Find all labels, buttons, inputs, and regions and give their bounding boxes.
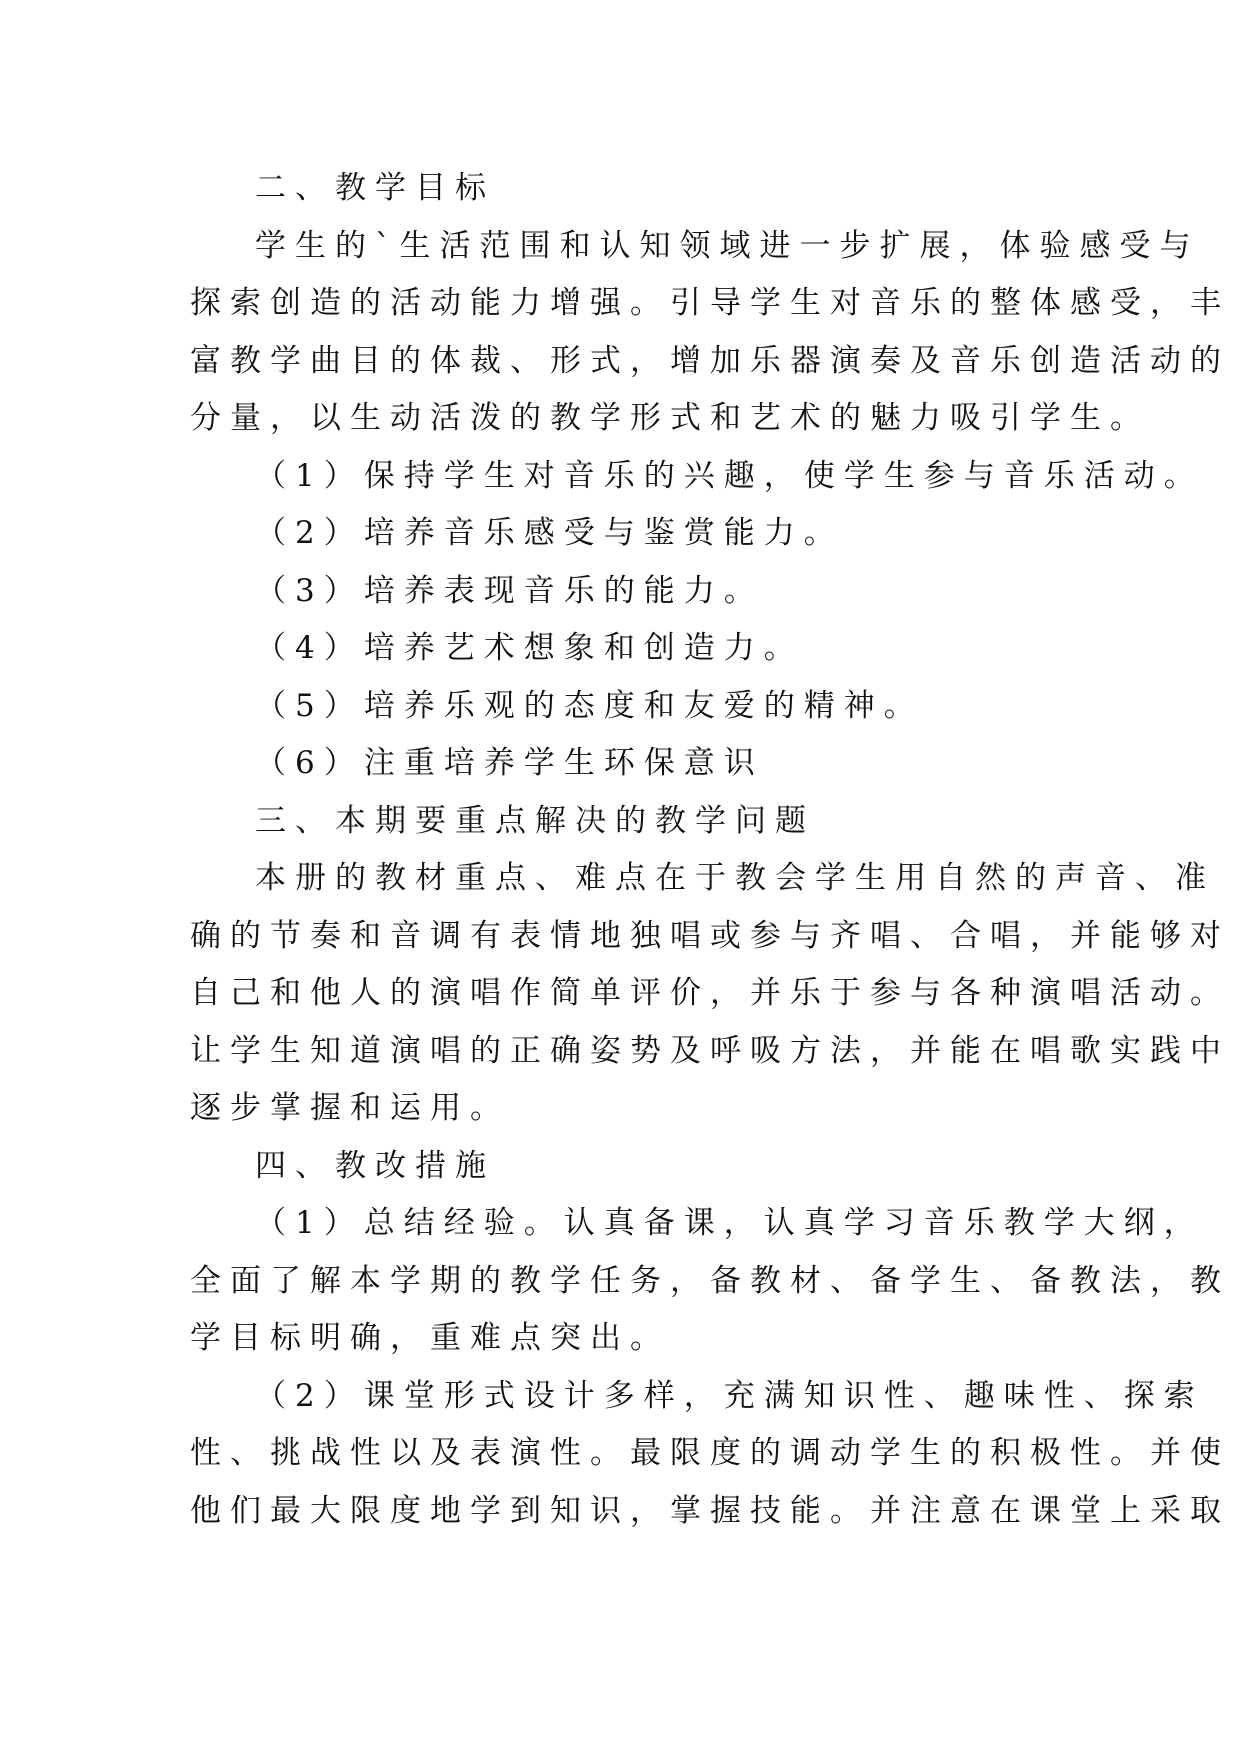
paragraph-line: 性、挑战性以及表演性。最限度的调动学生的积极性。并使 xyxy=(190,1435,1230,1471)
paragraph-line: 全面了解本学期的教学任务，备教材、备学生、备教法，教 xyxy=(190,1262,1230,1299)
list-item-goal-3: （3）培养表现音乐的能力。 xyxy=(255,572,764,609)
paragraph-line: 让学生知道演唱的正确姿势及呼吸方法，并能在唱歌实践中 xyxy=(190,1032,1230,1069)
paragraph-line: 逐步掌握和运用。 xyxy=(190,1090,510,1126)
list-item-measure-2: （2）课堂形式设计多样，充满知识性、趣味性、探索 xyxy=(255,1377,1204,1414)
paragraph-line: 他们最大限度地学到知识，掌握技能。并注意在课堂上采取 xyxy=(190,1492,1230,1529)
paragraph-line: 富教学曲目的体裁、形式，增加乐器演奏及音乐创造活动的 xyxy=(190,342,1230,379)
list-item-goal-1: （1）保持学生对音乐的兴趣，使学生参与音乐活动。 xyxy=(255,457,1204,494)
paragraph-line: 分量，以生动活泼的教学形式和艺术的魅力吸引学生。 xyxy=(190,400,1150,436)
paragraph-line: 自己和他人的演唱作简单评价，并乐于参与各种演唱活动。 xyxy=(190,975,1230,1011)
list-item-goal-5: （5）培养乐观的态度和友爱的精神。 xyxy=(255,687,924,724)
paragraph-line: 学生的`生活范围和认知领域进一步扩展，体验感受与 xyxy=(255,227,1200,264)
list-item-goal-4: （4）培养艺术想象和创造力。 xyxy=(255,630,804,666)
section-heading-key-problems: 三、本期要重点解决的教学问题 xyxy=(255,802,815,839)
list-item-measure-1: （1）总结经验。认真备课，认真学习音乐教学大纲， xyxy=(255,1205,1204,1241)
paragraph-line: 确的节奏和音调有表情地独唱或参与齐唱、合唱，并能够对 xyxy=(190,917,1230,954)
list-item-goal-6: （6）注重培养学生环保意识 xyxy=(255,745,764,781)
paragraph-line: 探索创造的活动能力增强。引导学生对音乐的整体感受，丰 xyxy=(190,285,1230,321)
section-heading-teaching-goals: 二、教学目标 xyxy=(255,170,495,206)
list-item-goal-2: （2）培养音乐感受与鉴赏能力。 xyxy=(255,515,844,551)
paragraph-line: 学目标明确，重难点突出。 xyxy=(190,1320,670,1356)
paragraph-line: 本册的教材重点、难点在于教会学生用自然的声音、准 xyxy=(255,860,1215,896)
section-heading-reform-measures: 四、教改措施 xyxy=(255,1147,495,1184)
document-body xyxy=(190,160,1230,1540)
